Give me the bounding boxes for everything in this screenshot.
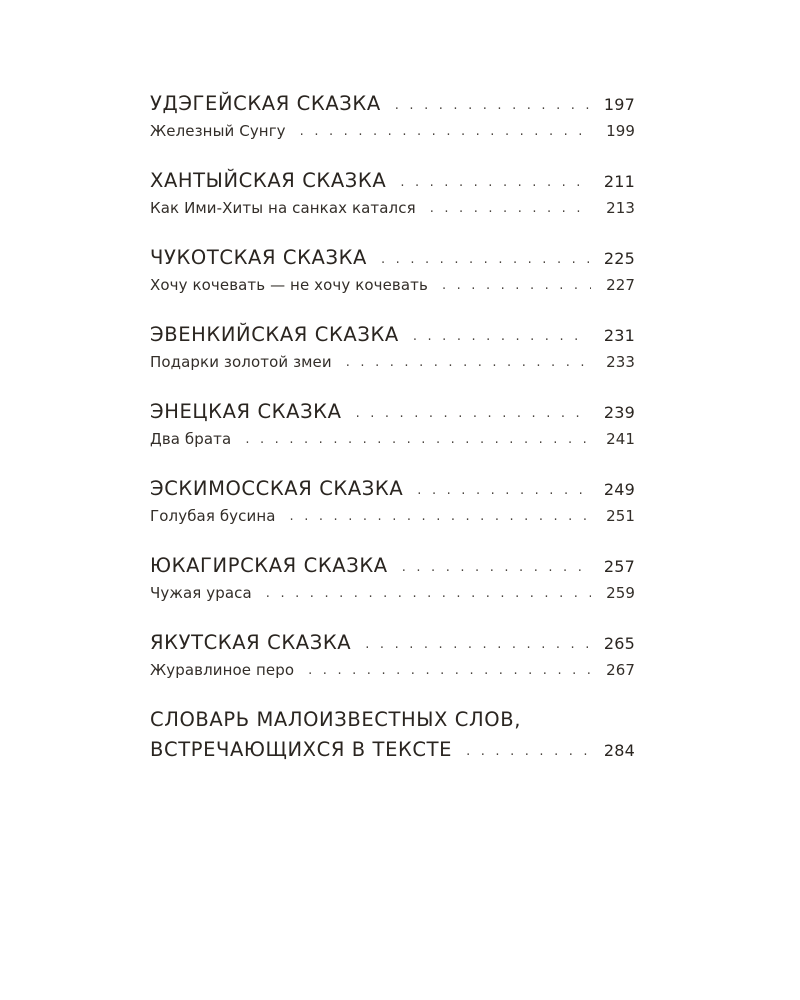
toc-heading-entry[interactable] [150,631,635,661]
toc-section-enets [150,400,635,457]
dot-leader [466,744,590,759]
page-number: 231 [603,326,635,345]
page-number: 267 [606,661,635,679]
page-number: 233 [606,353,635,371]
page-number: 241 [606,430,635,448]
toc-heading-entry [150,738,635,768]
toc-story-entry[interactable] [150,430,635,457]
page-number: 257 [603,557,635,576]
dot-leader [413,329,590,344]
section-title: ЭСКИМОССКАЯ СКАЗКА [150,477,404,500]
toc-section-glossary[interactable] [150,708,635,768]
toc-heading-entry[interactable] [150,169,635,199]
glossary-title-line-1 [150,708,635,738]
section-title: ЭНЕЦКАЯ СКАЗКА [150,400,342,423]
table-of-contents [150,92,635,788]
story-title: Хочу кочевать — не хочу кочевать [150,276,428,294]
story-title: Как Ими-Хиты на санках катался [150,199,416,217]
page-number: 227 [606,276,635,294]
page-number: 197 [603,95,635,114]
toc-heading-entry[interactable] [150,92,635,122]
story-title: Голубая бусина [150,507,276,525]
toc-section-yukaghir [150,554,635,611]
section-title: ХАНТЫЙСКАЯ СКАЗКА [150,169,387,192]
page-number: 284 [603,741,635,760]
toc-heading-entry[interactable] [150,400,635,430]
page-number: 211 [603,172,635,191]
toc-section-chukchi [150,246,635,303]
page-number: 213 [606,199,635,217]
dot-leader [308,663,591,678]
section-title: УДЭГЕЙСКАЯ СКАЗКА [150,92,381,115]
page-number: 259 [606,584,635,602]
page-number: 265 [603,634,635,653]
toc-heading-entry[interactable] [150,323,635,353]
section-title: ЭВЕНКИЙСКАЯ СКАЗКА [150,323,399,346]
toc-heading-entry[interactable] [150,477,635,507]
toc-story-entry[interactable] [150,353,635,380]
story-title: Железный Сунгу [150,122,286,140]
dot-leader [402,560,590,575]
story-title: Чужая ураса [150,584,252,602]
page-number: 239 [603,403,635,422]
toc-section-evenki [150,323,635,380]
dot-leader [395,98,590,113]
page-number: 199 [606,122,635,140]
section-title: ЮКАГИРСКАЯ СКАЗКА [150,554,388,577]
dot-leader [245,432,591,447]
toc-story-entry[interactable] [150,199,635,226]
dot-leader [430,201,591,216]
dot-leader [346,355,591,370]
toc-heading-entry[interactable] [150,554,635,584]
page-number: 225 [603,249,635,268]
dot-leader [266,586,591,601]
glossary-title-continued: ВСТРЕЧАЮЩИХСЯ В ТЕКСТЕ [150,738,453,761]
toc-story-entry[interactable] [150,584,635,611]
dot-leader [300,124,591,139]
page-number: 251 [606,507,635,525]
glossary-title: СЛОВАРЬ МАЛОИЗВЕСТНЫХ СЛОВ, [150,708,521,731]
toc-section-khanty [150,169,635,226]
dot-leader [356,406,590,421]
section-title: ЯКУТСКАЯ СКАЗКА [150,631,352,654]
page-number: 249 [603,480,635,499]
dot-leader [381,252,590,267]
toc-section-yakut [150,631,635,688]
toc-story-entry[interactable] [150,507,635,534]
toc-story-entry[interactable] [150,122,635,149]
dot-leader [365,637,590,652]
story-title: Подарки золотой змеи [150,353,332,371]
toc-section-udege [150,92,635,149]
toc-story-entry[interactable] [150,276,635,303]
section-title: ЧУКОТСКАЯ СКАЗКА [150,246,367,269]
story-title: Два брата [150,430,232,448]
dot-leader [400,175,590,190]
dot-leader [417,483,590,498]
toc-section-eskimo [150,477,635,534]
story-title: Журавлиное перо [150,661,295,679]
toc-story-entry[interactable] [150,661,635,688]
dot-leader [442,278,591,293]
toc-heading-entry[interactable] [150,246,635,276]
dot-leader [290,509,591,524]
